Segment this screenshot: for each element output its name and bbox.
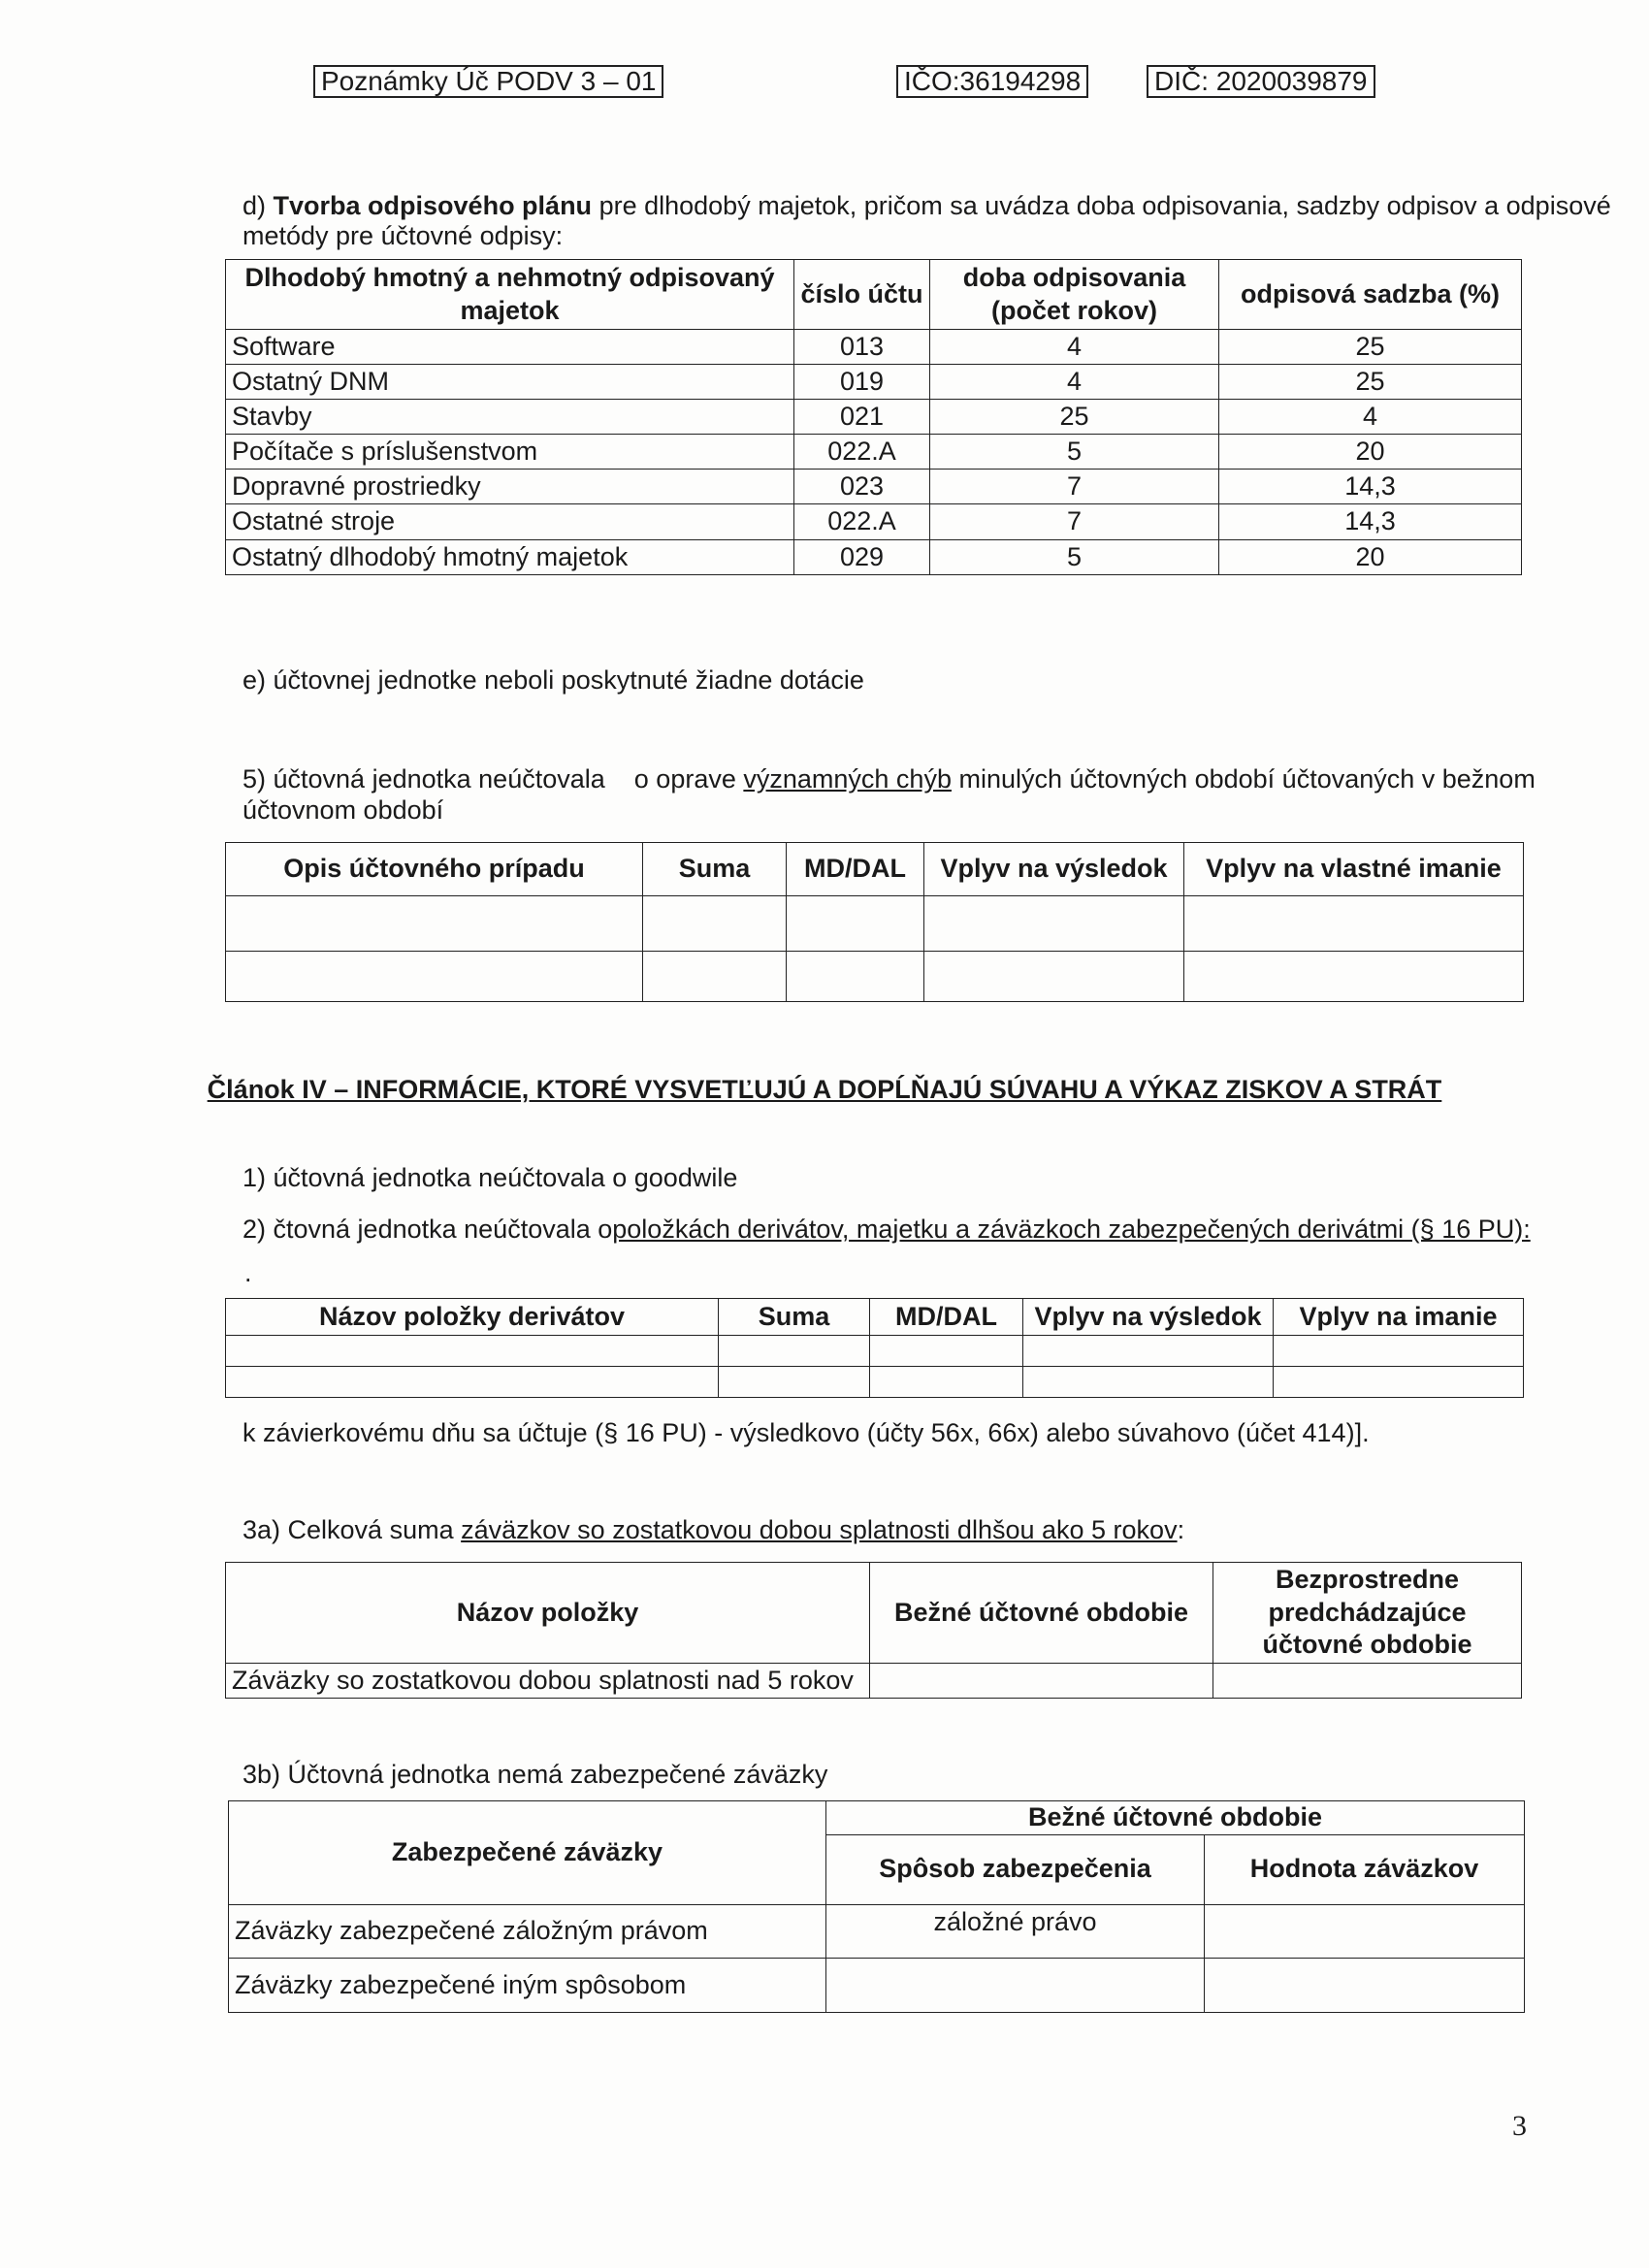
table-cell: 4 [930,330,1219,365]
deriv-header-equity: Vplyv na imanie [1274,1299,1524,1336]
table-cell [226,952,643,1002]
table-cell: 20 [1219,539,1522,574]
article-iv-item2 [242,1213,1531,1247]
item2-underlined: položkách derivátov, majetku a záväzkoch zabezpečených derivátmi (§ 16 PU): [612,1215,1531,1244]
table-cell: Dopravné prostriedky [226,470,794,504]
table-cell [226,1336,719,1367]
long-term-liabilities-table [225,1562,1522,1699]
table-row [226,952,1524,1002]
table-cell: Ostatný DNM [226,365,794,400]
page-number: 3 [1512,2110,1527,2142]
sec-header-group: Bežné účtovné obdobie [826,1801,1525,1835]
table-cell [226,1367,719,1398]
table-cell [870,1336,1023,1367]
table-cell: 029 [794,539,930,574]
table-cell: 14,3 [1219,470,1522,504]
item3a-end: : [1177,1515,1185,1544]
table-cell [1274,1336,1524,1367]
table-cell [1274,1367,1524,1398]
table-cell: 25 [930,400,1219,435]
table-cell: Ostatný dlhodobý hmotný majetok [226,539,794,574]
item3a-underlined: záväzkov so zostatkovou dobou splatnosti dlhšou ako 5 rokov [461,1515,1178,1544]
article-iv-item3a [242,1513,1184,1547]
item3a-plain: 3a) Celková suma [242,1515,454,1544]
table-cell [226,896,643,952]
table-cell: 7 [930,504,1219,539]
table-cell: 013 [794,330,930,365]
table-cell: Software [226,330,794,365]
table-cell: 25 [1219,330,1522,365]
table-cell [1023,1336,1274,1367]
table-cell [870,1664,1213,1699]
table-cell [719,1367,870,1398]
deriv-header-result: Vplyv na výsledok [1023,1299,1274,1336]
table-row [226,365,1522,400]
lt-header-previous: Bezprostredne predchádzajúce účtovné obdobie [1213,1563,1522,1664]
depr-header-account: číslo účtu [794,260,930,330]
table-cell: 022.A [794,504,930,539]
section-d-line1 [242,189,1611,223]
table-cell: 5 [930,435,1219,470]
table-cell: Záväzky zabezpečené záložným právom [229,1904,826,1958]
table-cell: 4 [930,365,1219,400]
table-cell: Záväzky zabezpečené iným spôsobom [229,1958,826,2012]
table-row [226,504,1522,539]
sec-header-value: Hodnota záväzkov [1205,1834,1525,1904]
table-row [226,1664,1522,1699]
deriv-header-mddal: MD/DAL [870,1299,1023,1336]
table-row [226,1336,1524,1367]
table-cell [787,896,924,952]
derivatives-table [225,1298,1524,1398]
table-row [226,435,1522,470]
lt-header-current: Bežné účtovné obdobie [870,1563,1213,1664]
depr-header-rate: odpisová sadzba (%) [1219,260,1522,330]
table-cell: 4 [1219,400,1522,435]
table-cell [643,896,787,952]
depr-header-asset: Dlhodobý hmotný a nehmotný odpisovaný majetok [226,260,794,330]
error-corrections-table [225,842,1524,1002]
table-cell [924,952,1184,1002]
deriv-header-amount: Suma [719,1299,870,1336]
table-cell: záložné právo [826,1904,1205,1958]
document-code-box: Poznámky Úč PODV 3 – 01 [313,65,663,98]
sec-header-method: Spôsob zabezpečenia [826,1834,1205,1904]
table-cell [787,952,924,1002]
table-row [229,1904,1525,1958]
table-cell: 5 [930,539,1219,574]
errors-header-description: Opis účtovného prípadu [226,843,643,896]
table-row [226,896,1524,952]
table-row [226,470,1522,504]
table-row [226,1367,1524,1398]
section-d-label: d) [242,191,267,220]
table-cell: Počítače s príslušenstvom [226,435,794,470]
section-d-bold: Tvorba odpisového plánu [273,191,593,220]
section-5-line1 [242,762,1536,796]
table-cell: 25 [1219,365,1522,400]
depr-header-period: doba odpisovania (počet rokov) [930,260,1219,330]
table-cell: Stavby [226,400,794,435]
table-cell [719,1336,870,1367]
section-5-part-a: 5) účtovná jednotka neúčtovala [242,764,605,794]
errors-header-amount: Suma [643,843,787,896]
errors-header-result-impact: Vplyv na výsledok [924,843,1184,896]
table-cell [1184,952,1524,1002]
article-iv-title: Článok IV – INFORMÁCIE, KTORÉ VYSVETĽUJÚ A DOPĹŇAJÚ SÚVAHU A VÝKAZ ZISKOV A STRÁT [207,1075,1442,1104]
table-row [229,1958,1525,2012]
table-cell: 022.A [794,435,930,470]
article-iv-item3b: 3b) Účtovná jednotka nemá zabezpečené záväzky [242,1760,828,1789]
table-cell [1213,1664,1522,1699]
secured-liabilities-table [228,1800,1525,2013]
item2-plain: 2) čtovná jednotka neúčtovala o [242,1215,613,1244]
sec-header-main: Zabezpečené záväzky [229,1801,826,1905]
table-cell [1184,896,1524,952]
table-cell [643,952,787,1002]
table-cell [1205,1958,1525,2012]
table-cell: 021 [794,400,930,435]
depreciation-table [225,259,1522,575]
table-cell [1205,1904,1525,1958]
table-row [226,539,1522,574]
table-cell: 023 [794,470,930,504]
table-cell [924,896,1184,952]
section-5-part-c: významných chýb [743,764,952,794]
table-cell: Záväzky so zostatkovou dobou splatnosti nad 5 rokov [226,1664,870,1699]
section-5-part-d: minulých účtovných období účtovaných v bežnom [958,764,1536,794]
derivatives-note: k závierkovému dňu sa účtuje (§ 16 PU) - výsledkovo (účty 56x, 66x) alebo súvahovo (účet 414)]. [242,1418,1370,1447]
stray-dot: . [244,1258,252,1287]
deriv-header-name: Názov položky derivátov [226,1299,719,1336]
section-d-line1-rest: pre dlhodobý majetok, pričom sa uvádza doba odpisovania, sadzby odpisov a odpisové [598,191,1611,220]
table-cell: 7 [930,470,1219,504]
section-d-line2: metódy pre účtovné odpisy: [242,221,564,250]
article-iv-item1: 1) účtovná jednotka neúčtovala o goodwile [242,1163,738,1192]
table-cell: 019 [794,365,930,400]
ico-box: IČO:36194298 [896,65,1088,98]
dic-box: DIČ: 2020039879 [1147,65,1375,98]
table-row [226,330,1522,365]
table-cell: 20 [1219,435,1522,470]
table-cell: 14,3 [1219,504,1522,539]
section-5-line2: účtovnom období [242,795,444,825]
table-row [226,400,1522,435]
table-cell [870,1367,1023,1398]
table-cell: Ostatné stroje [226,504,794,539]
errors-header-mddal: MD/DAL [787,843,924,896]
section-e-text: e) účtovnej jednotke neboli poskytnuté žiadne dotácie [242,665,864,695]
lt-header-name: Názov položky [226,1563,870,1664]
table-cell [1023,1367,1274,1398]
errors-header-equity-impact: Vplyv na vlastné imanie [1184,843,1524,896]
table-cell [826,1958,1205,2012]
section-5-part-b: o oprave [633,764,736,794]
